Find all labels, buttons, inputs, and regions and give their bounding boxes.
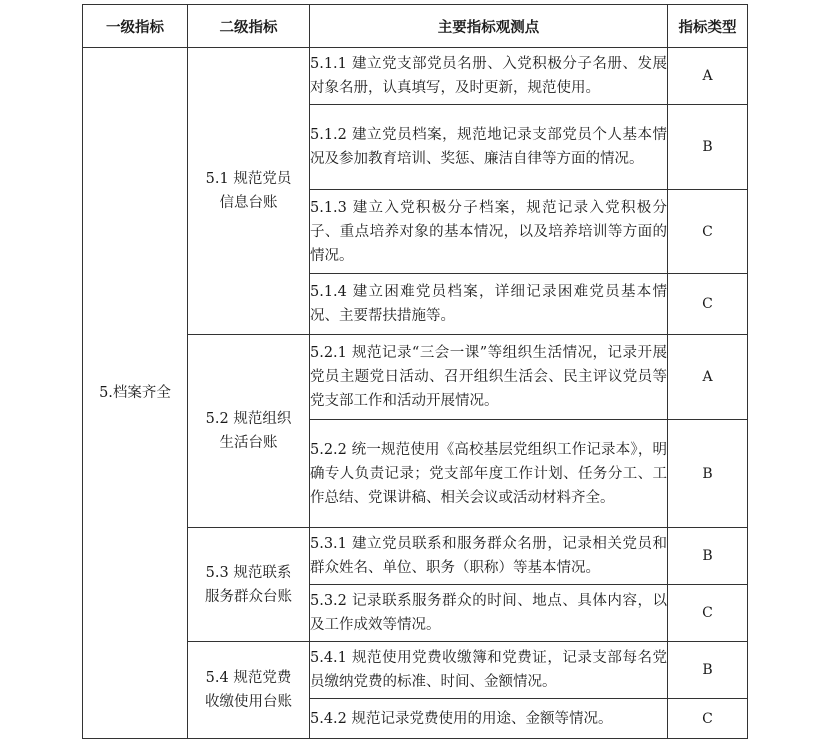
observation-point: 5.4.2 规范记录党费使用的用途、金额等情况。 xyxy=(310,699,668,739)
observation-point: 5.3.1 建立党员联系和服务群众名册，记录相关党员和群众姓名、单位、职务（职称）等基本情况。 xyxy=(310,528,668,585)
indicator-type: A xyxy=(668,335,748,420)
level2-cell xyxy=(188,642,310,739)
observation-point: 5.1.1 建立党支部党员名册、入党积极分子名册、发展对象名册，认真填写，及时更新，规范使用。 xyxy=(310,48,668,105)
header-observation: 主要指标观测点 xyxy=(310,5,668,48)
indicator-type: C xyxy=(668,274,748,335)
header-level2: 二级指标 xyxy=(188,5,310,48)
observation-point: 5.1.3 建立入党积极分子档案，规范记录入党积极分子、重点培养对象的基本情况，以及培养培训等方面的情况。 xyxy=(310,190,668,274)
observation-point: 5.4.1 规范使用党费收缴簿和党费证，记录支部每名党员缴纳党费的标准、时间、金额情况。 xyxy=(310,642,668,699)
level2-label: 5.2 规范组织生活台账 xyxy=(205,411,292,451)
indicator-type: B xyxy=(668,105,748,190)
indicator-type: C xyxy=(668,190,748,274)
header-level1: 一级指标 xyxy=(83,5,188,48)
level1-label: 5.档案齐全 xyxy=(99,385,171,401)
level2-cell xyxy=(188,528,310,642)
level2-label: 5.4 规范党费收缴使用台账 xyxy=(205,670,292,710)
indicator-table xyxy=(82,4,748,739)
header-type: 指标类型 xyxy=(668,5,748,48)
observation-point: 5.1.4 建立困难党员档案，详细记录困难党员基本情况、主要帮扶措施等。 xyxy=(310,274,668,335)
observation-point: 5.2.2 统一规范使用《高校基层党组织工作记录本》，明确专人负责记录；党支部年度工作计划、任务分工、工作总结、党课讲稿、相关会议或活动材料齐全。 xyxy=(310,420,668,528)
level1-cell xyxy=(83,48,188,739)
indicator-type: B xyxy=(668,528,748,585)
indicator-type: A xyxy=(668,48,748,105)
indicator-type: B xyxy=(668,642,748,699)
observation-point: 5.1.2 建立党员档案，规范地记录支部党员个人基本情况及参加教育培训、奖惩、廉洁自律等方面的情况。 xyxy=(310,105,668,190)
header-row xyxy=(83,5,748,48)
level2-cell xyxy=(188,335,310,528)
indicator-type: C xyxy=(668,585,748,642)
table-row xyxy=(83,48,748,105)
observation-point: 5.3.2 记录联系服务群众的时间、地点、具体内容，以及工作成效等情况。 xyxy=(310,585,668,642)
level2-label: 5.3 规范联系服务群众台账 xyxy=(205,564,292,605)
observation-point: 5.2.1 规范记录“三会一课”等组织生活情况，记录开展党员主题党日活动、召开组织生活会、民主评议党员等党支部工作和活动开展情况。 xyxy=(310,335,668,420)
level2-cell xyxy=(188,48,310,335)
indicator-type: C xyxy=(668,699,748,739)
level2-label: 5.1 规范党员信息台账 xyxy=(205,171,292,211)
indicator-type: B xyxy=(668,420,748,528)
